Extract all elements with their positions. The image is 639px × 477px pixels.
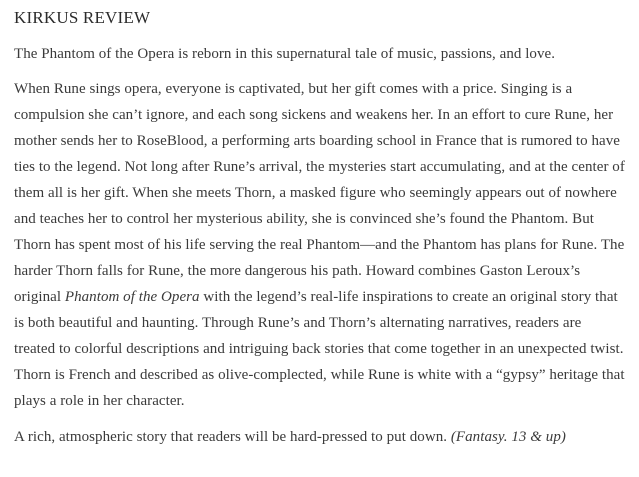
- body-text-part1: When Rune sings opera, everyone is captivated, but her gift comes with a price. Singing is a compulsion she can’t ignore, and each song sickens and weakens her. In an effort to cure Rune, her mother sends her to RoseBlood, a performing arts boarding school in France that is rumored to have ties to the legend. Not long after Rune’s arrival, the mysteries start accumulating, and at the center of them all is her gift. When she meets Thorn, a masked figure who seemingly appears out of nowhere and teaches her to control her mysterious ability, she is convinced she’s found the Phantom. But Thorn has spent most of his life serving the real Phantom—and the Phantom has plans for Rune. The harder Thorn falls for Rune, the more dangerous his path. Howard combines Gaston Leroux’s original: [14, 81, 625, 305]
- closing-text: A rich, atmospheric story that readers will be hard-pressed to put down.: [14, 429, 451, 445]
- genre-age-note: (Fantasy. 13 & up): [450, 429, 566, 445]
- review-body-paragraph: [14, 76, 625, 414]
- review-lead-paragraph: The Phantom of the Opera is reborn in this supernatural tale of music, passions, and love.: [14, 46, 556, 62]
- review-heading: KIRKUS REVIEW: [14, 8, 151, 27]
- book-title-italic: Phantom of the Opera: [64, 289, 200, 305]
- body-text-part2: with the legend’s real-life inspirations to create an original story that is both beautiful and haunting. Through Rune’s and Thorn’s alternating narratives, readers are treated to colorful descriptions and intriguing back stories that come together in an unexpected twist. Thorn is French and described as olive-complected, while Rune is white with a “gypsy” heritage that plays a role in her character.: [14, 289, 625, 409]
- review-closing-paragraph: [14, 424, 625, 450]
